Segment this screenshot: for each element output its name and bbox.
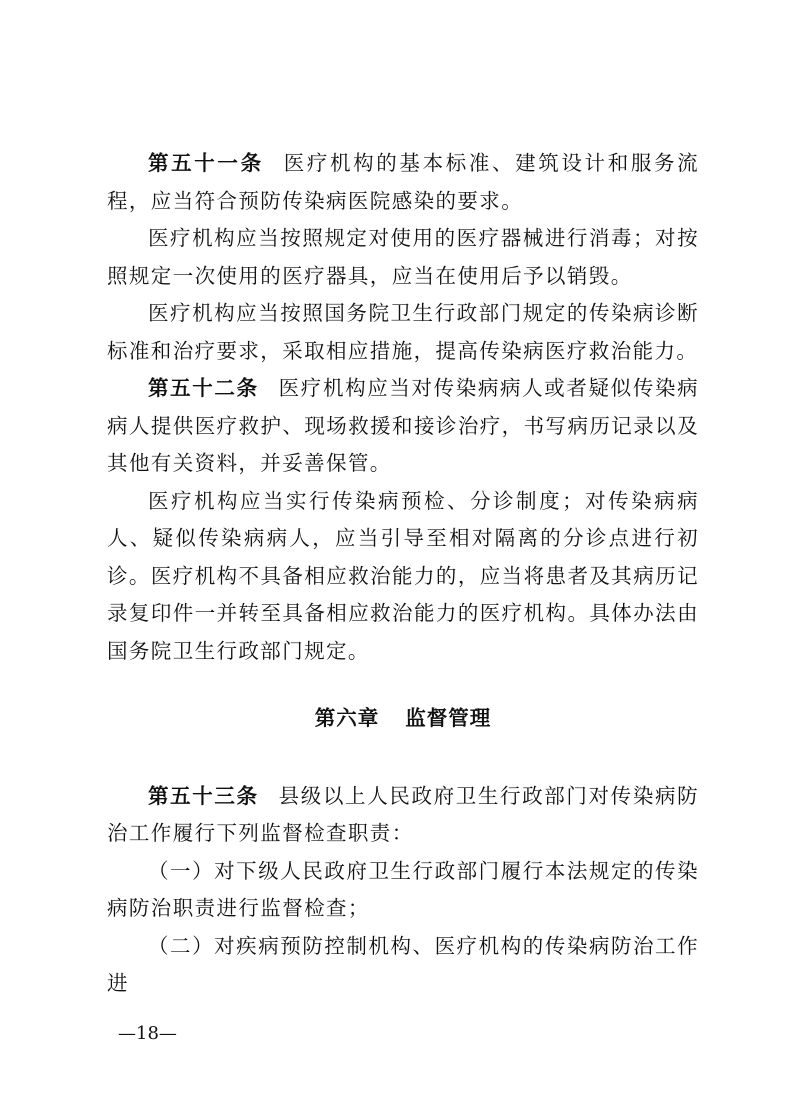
paragraph-text: （一）对下级人民政府卫生行政部门履行本法规定的传染病防治职责进行监督检查； bbox=[107, 858, 699, 920]
paragraph bbox=[107, 295, 699, 370]
article-number: 第五十三条 bbox=[148, 783, 259, 808]
paragraph-text: 医疗机构应当按照国务院卫生行政部门规定的传染病诊断标准和治疗要求，采取相应措施，提高传染病医疗救治能力。 bbox=[107, 301, 699, 363]
article-number: 第五十一条 bbox=[148, 151, 264, 175]
paragraph-text: 医疗机构应当对传染病病人或者疑似传染病病人提供医疗救护、现场救援和接诊治疗，书写病历记录以及其他有关资料，并妥善保管。 bbox=[107, 376, 699, 475]
paragraph bbox=[107, 853, 699, 928]
paragraph-text: 医疗机构的基本标准、建筑设计和服务流程，应当符合预防传染病医院感染的要求。 bbox=[107, 151, 700, 213]
article-number: 第五十二条 bbox=[148, 376, 259, 400]
paragraph bbox=[107, 145, 699, 220]
chapter-number: 第六章 bbox=[314, 706, 380, 730]
chapter-heading bbox=[107, 700, 699, 738]
paragraph bbox=[107, 220, 699, 295]
paragraph bbox=[107, 370, 699, 483]
paragraph-text: 医疗机构应当实行传染病预检、分诊制度；对传染病病人、疑似传染病病人，应当引导至相对隔离的分诊点进行初诊。医疗机构不具备相应救治能力的，应当将患者及其病历记录复印件一并转至具备相应救治能力的医疗机构。具体办法由国务院卫生行政部门规定。 bbox=[107, 488, 699, 663]
page-content bbox=[107, 145, 699, 1003]
paragraph bbox=[107, 928, 699, 1003]
paragraph-text: （二）对疾病预防控制机构、医疗机构的传染病防治工作进 bbox=[107, 933, 699, 995]
page-number: —18— bbox=[118, 1023, 177, 1044]
paragraph-text: 县级以上人民政府卫生行政部门对传染病防治工作履行下列监督检查职责： bbox=[107, 783, 699, 845]
paragraph-text: 医疗机构应当按照规定对使用的医疗器械进行消毒；对按照规定一次使用的医疗器具，应当在使用后予以销毁。 bbox=[107, 226, 699, 288]
chapter-title: 监督管理 bbox=[405, 706, 492, 730]
paragraph bbox=[107, 483, 699, 671]
paragraph bbox=[107, 778, 699, 853]
